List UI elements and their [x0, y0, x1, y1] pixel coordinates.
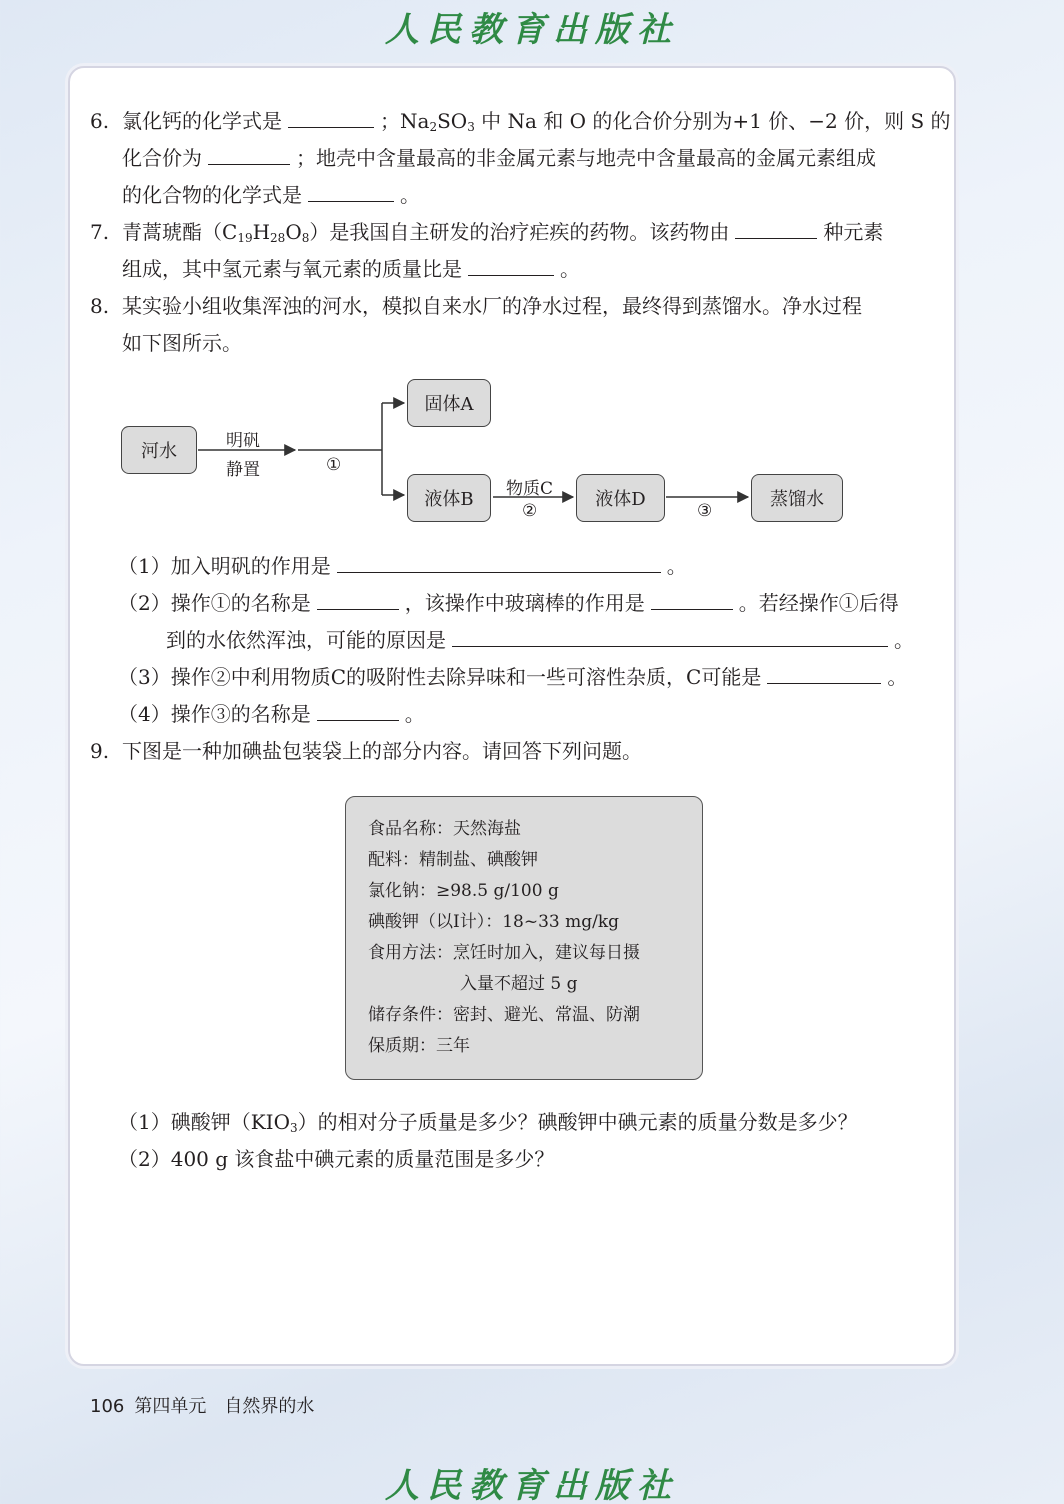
q8-text: 。若经操作①后得 [738, 591, 899, 615]
flow-box-river: 河水 [121, 426, 197, 474]
q9-text: ）的相对分子质量是多少？碘酸钾中碘元素的质量分数是多少？ [297, 1110, 858, 1134]
label-storage: 储存条件：密封、避光、常温、防潮 [368, 1005, 640, 1025]
flow-box-liquid-d: 液体D [576, 474, 665, 522]
q7-text: O [285, 220, 302, 244]
question-9-sub-2: （2）400 g 该食盐中碘元素的质量范围是多少？ [118, 1147, 555, 1171]
q8-text: （1）加入明矾的作用是 [118, 554, 331, 578]
q8-text: 。 [666, 554, 687, 578]
flow-label-op1: ① [326, 455, 342, 475]
label-ingredients: 配料：精制盐、碘酸钾 [368, 850, 538, 870]
flow-label-settle: 静置 [226, 460, 260, 480]
label-usage-cont: 入量不超过 5 g [460, 974, 578, 994]
label-usage: 食用方法：烹饪时加入，建议每日摄 [368, 943, 640, 963]
subscript: 3 [467, 120, 475, 134]
answer-blank[interactable] [651, 590, 733, 610]
answer-blank[interactable] [452, 627, 888, 647]
subscript: 19 [237, 231, 253, 245]
label-sodium-chloride: 氯化钠：≥98.5 g/100 g [368, 881, 559, 901]
unit-label: 第四单元 [134, 1396, 207, 1417]
question-9-line-1: 下图是一种加碘盐包装袋上的部分内容。请回答下列问题。 [122, 739, 642, 763]
answer-blank[interactable] [767, 664, 881, 684]
q7-text: 青蒿琥酯（C [122, 220, 238, 244]
label-food-name: 食品名称：天然海盐 [368, 819, 521, 839]
page-footer [90, 1392, 314, 1418]
subscript: 28 [270, 231, 286, 245]
q8-text: ，该操作中玻璃棒的作用是 [404, 591, 645, 615]
unit-title: 自然界的水 [224, 1396, 315, 1417]
question-8-sub-2-cont [166, 626, 914, 654]
flow-label-alum: 明矾 [226, 431, 260, 451]
q8-text: （3）操作②中利用物质C的吸附性去除异味和一些可溶性杂质，C可能是 [118, 665, 762, 689]
subscript: 8 [301, 231, 310, 245]
question-number-7: 7. [90, 220, 110, 244]
question-8-sub-3 [118, 663, 907, 691]
q8-text: （4）操作③的名称是 [118, 702, 311, 726]
label-shelf-life: 保质期：三年 [368, 1036, 470, 1056]
q8-text: （2）操作①的名称是 [118, 591, 311, 615]
q7-text: ）是我国自主研发的治疗疟疾的药物。该药物由 [309, 220, 730, 244]
salt-package-label [345, 796, 703, 1080]
subscript: 3 [289, 1121, 298, 1135]
q6-text: 的化合物的化学式是 [122, 183, 302, 207]
question-number-6: 6. [90, 109, 110, 133]
flow-box-liquid-b: 液体B [407, 474, 491, 522]
answer-blank[interactable] [317, 701, 399, 721]
flow-box-distilled-water: 蒸馏水 [751, 474, 843, 522]
publisher-logo-top: 人民教育出版社 [385, 10, 679, 50]
q6-text: ；地壳中含量最高的非金属元素与地壳中含量最高的金属元素组成 [296, 146, 876, 170]
question-8-line-1: 某实验小组收集浑浊的河水，模拟自来水厂的净水过程，最终得到蒸馏水。净水过程 [122, 294, 862, 318]
q7-text: H [252, 220, 271, 244]
q7-text: 种元素 [823, 220, 884, 244]
q6-text: ；Na [380, 109, 430, 133]
q6-text: 氯化钙的化学式是 [122, 109, 282, 133]
question-8-sub-2 [118, 589, 899, 617]
q7-text: 。 [560, 257, 580, 281]
publisher-logo-bottom: 人民教育出版社 [385, 1466, 679, 1504]
flow-label-substance-c: 物质C [506, 479, 554, 499]
flow-label-op2: ② [522, 501, 538, 521]
answer-blank[interactable] [337, 553, 661, 573]
q8-text: 到的水依然浑浊，可能的原因是 [166, 628, 446, 652]
label-potassium-iodate: 碘酸钾（以I计）：18~33 mg/kg [368, 912, 620, 932]
q9-text: （1）碘酸钾（KIO [118, 1110, 290, 1134]
q8-text: 。 [404, 702, 425, 726]
question-number-9: 9. [90, 739, 110, 763]
question-number-8: 8. [90, 294, 110, 318]
page-number: 106 [90, 1396, 125, 1417]
q8-text: 。 [887, 665, 908, 689]
subscript: 2 [429, 120, 438, 134]
q6-text: SO [437, 109, 468, 133]
question-8-line-2: 如下图所示。 [122, 331, 242, 355]
q7-text: 组成，其中氢元素与氧元素的质量比是 [122, 257, 462, 281]
question-8-sub-1 [118, 552, 687, 580]
answer-blank[interactable] [317, 590, 399, 610]
question-9-sub-1 [118, 1108, 858, 1142]
question-8-sub-4 [118, 700, 425, 728]
q6-text: 化合价为 [122, 146, 202, 170]
q6-text: 中 Na 和 O 的化合价分别为+1 价、−2 价，则 S 的 [474, 109, 951, 133]
flow-label-op3: ③ [697, 501, 713, 521]
flow-box-solid-a: 固体A [407, 379, 491, 427]
q6-text: 。 [400, 183, 420, 207]
q8-text: 。 [894, 628, 914, 652]
